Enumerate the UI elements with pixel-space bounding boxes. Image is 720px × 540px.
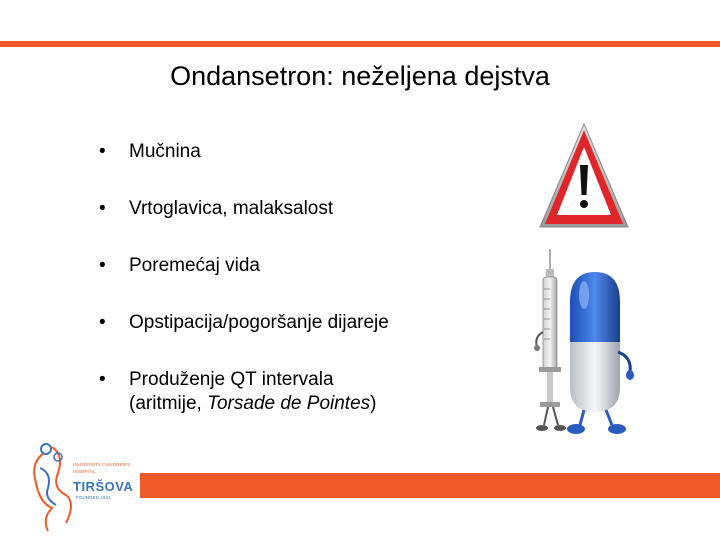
bullet-item (99, 140, 389, 197)
bullet-text: Poremećaj vida (129, 255, 260, 276)
bullet-list (99, 140, 389, 416)
top-accent-bar (0, 41, 720, 47)
bullet-item (99, 197, 389, 254)
bullet-dot: • (99, 369, 106, 390)
warning-triangle-icon (537, 121, 631, 233)
bullet-text-line1: Produženje QT intervala (129, 369, 334, 390)
bullet-item (99, 311, 389, 368)
bullet-item (99, 368, 389, 416)
line2-suffix: ) (370, 393, 377, 414)
logo-tagline: FOUNDED 1924 (76, 495, 111, 500)
bullet-dot: • (99, 312, 106, 333)
bullet-text: Mučnina (129, 141, 201, 162)
bullet-dot: • (99, 198, 106, 219)
slide-title: Ondansetron: neželjena dejstva (170, 61, 550, 91)
bullet-item (99, 254, 389, 311)
bullet-dot: • (99, 141, 106, 162)
bullet-text-line2 (129, 393, 376, 414)
syringe-pill-cartoon (520, 247, 645, 437)
bullet-text: Opstipacija/pogoršanje dijareje (129, 312, 389, 333)
bullet-text: Vrtoglavica, malaksalost (129, 198, 334, 219)
line2-prefix: (aritmije, (129, 393, 208, 414)
line2-italic: Torsade de Pointes (207, 393, 371, 414)
logo-name: TIRŠOVA (73, 479, 134, 494)
bottom-accent-bar (140, 473, 720, 498)
logo-line2: HOSPITAL (73, 469, 96, 474)
bullet-dot: • (99, 255, 106, 276)
logo-line1: UNIVERSITY CHILDREN'S (73, 462, 131, 467)
